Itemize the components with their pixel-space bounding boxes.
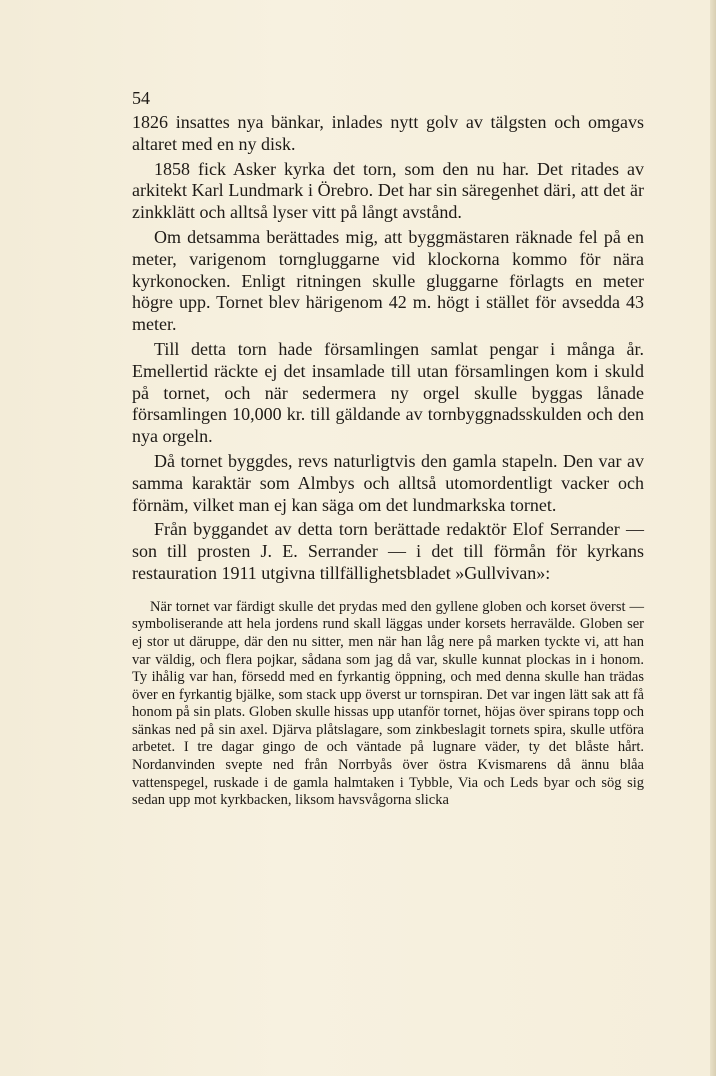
paragraph-serrander-intro: Från byggandet av detta torn berättade redaktör Elof Serrander — son till prosten J. E. Serrander — i det till förmån för kyrkans restauration 1911 utgivna tillfällighetsbladet »Gullvivan»: bbox=[132, 519, 644, 583]
quote-text: När tornet var färdigt skulle det prydas med den gyllene globen och korset överst — symboliserande att hela jordens rund skall läggas under korsets herravälde. Globen ser ej stor ut däruppe, där den nu sitter, men när han låg nere på marken tyckte vi, att han var väldig, och flera pojkar, sådana som jag då var, skulle kunnat plockas in i honom. Ty ihålig var han, försedd med en fyrkantig öppning, och med denna skulle han trädas över en fyrkantig bjälke, som stack upp överst ur tornspiran. Det var ingen lätt sak att få honom på sin plats. Globen skulle hissas upp utanför tornet, höjas över spirans topp och sänkas ned på sin axel. Djärva plåtslagare, som zinkbeslagit tornets spira, skulle utföra arbetet. I tre dagar gingo de och väntade på lugnare väder, ty det blåste hårt. Nordanvinden svepte ned från Norrbyås över östra Kvismarens då ännu blåa vattenspegel, ruskade i de gamla halmtaken i Tybble, Via och Leds byar och sög sig sedan upp mot kyrkbacken, liksom havsvågorna slicka bbox=[132, 598, 644, 809]
body-text bbox=[132, 112, 644, 585]
page-edge-shadow bbox=[710, 0, 716, 1076]
paragraph-funding: Till detta torn hade församlingen samlat pengar i många år. Emellertid räckte ej det insamlade till utan församlingen kom i skuld på tornet, och när sedermera ny orgel skulle byggas lånade församlingen 10,000 kr. till gäldande av tornbyggnadsskulden och den nya orgeln. bbox=[132, 338, 644, 447]
paragraph-1858: 1858 fick Asker kyrka det torn, som den nu har. Det ritades av arkitekt Karl Lundmark i Örebro. Det har sin säregenhet däri, att det är zinkklätt och alltså lyser vitt på långt avstånd. bbox=[132, 158, 644, 223]
paragraph-1826: 1826 insattes nya bänkar, inlades nytt golv av tälgsten och omgavs altaret med en ny disk. bbox=[132, 112, 644, 154]
paragraph-old-bell-tower: Då tornet byggdes, revs naturligtvis den gamla stapeln. Den var av samma karaktär som Almbys och alltså utomordentligt vacker och förnäm, vilket man ej kan säga om det lundmarkska tornet. bbox=[132, 450, 644, 515]
paragraph-measurement-error: Om detsamma berättades mig, att byggmästaren räknade fel på en meter, varigenom torngluggarne vid klockorna kommo för nära kyrkonocken. Enligt ritningen skulle gluggarne förlagts en meter högre upp. Tornet blev härigenom 42 m. högt i stället för avsedda 43 meter. bbox=[132, 226, 644, 335]
page-number: 54 bbox=[132, 88, 150, 108]
text-column bbox=[132, 86, 644, 810]
quoted-passage bbox=[132, 599, 644, 810]
